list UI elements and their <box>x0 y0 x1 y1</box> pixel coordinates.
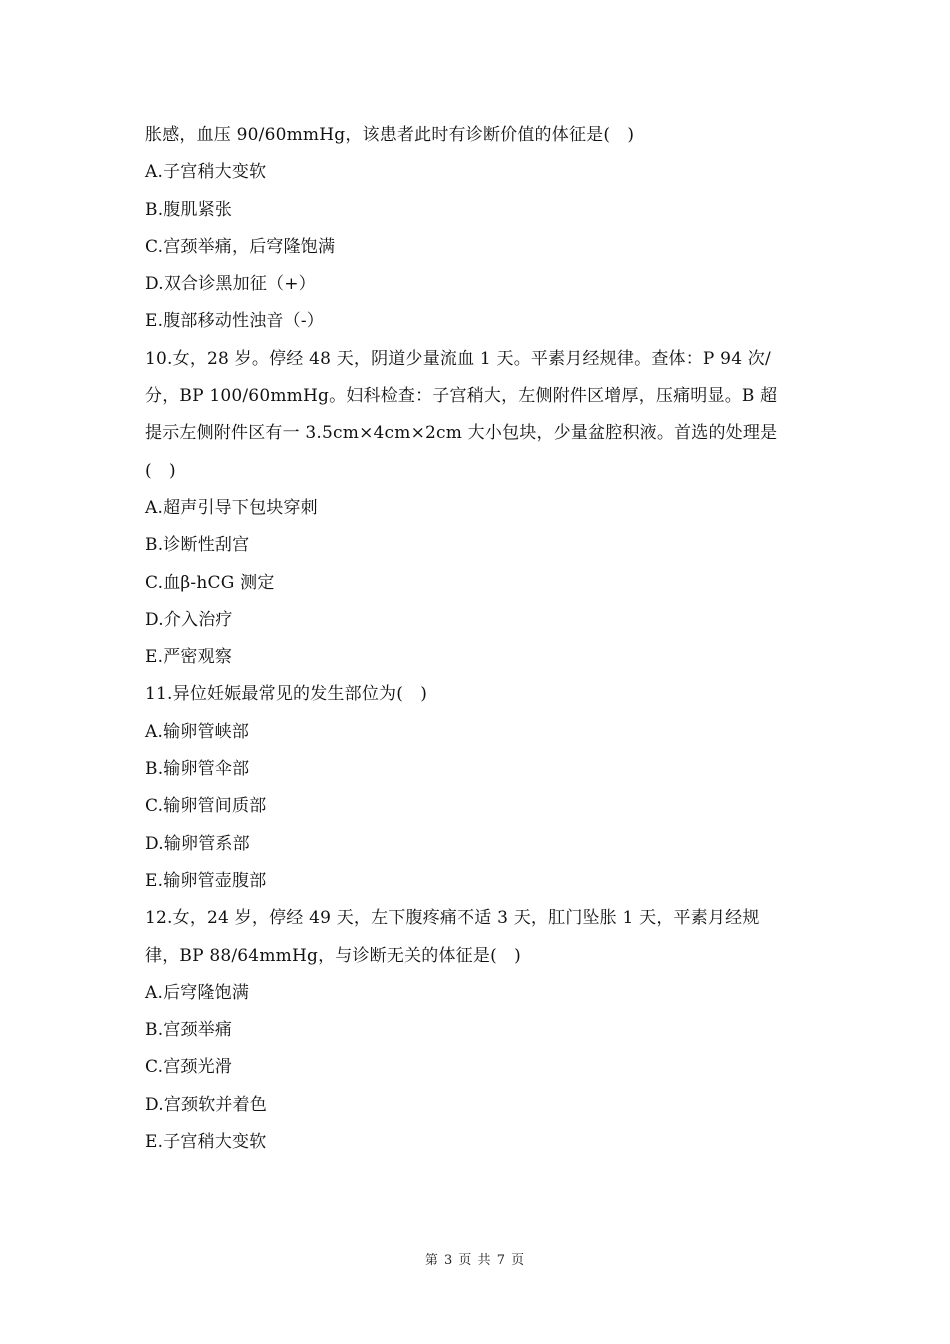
q10-stem-line-2: 分，BP 100/60mmHg。妇科检查：子宫稍大，左侧附件区增厚，压痛明显。B 超 <box>145 386 778 407</box>
q10-option-a: A.超声引导下包块穿刺 <box>145 497 318 518</box>
q12-stem-line-1: 12.女，24 岁，停经 49 天，左下腹疼痛不适 3 天，肛门坠胀 1 天，平素月经规 <box>145 908 760 929</box>
q12-option-c: C.宫颈光滑 <box>145 1057 233 1078</box>
q10-stem-line-4: ( ) <box>145 460 176 481</box>
q10-stem-line-1: 10.女，28 岁。停经 48 天，阴道少量流血 1 天。平素月经规律。查体：P 94 次/ <box>145 348 771 369</box>
q12-stem-line-2: 律，BP 88/64mmHg，与诊断无关的体征是( ) <box>145 945 521 966</box>
q10-stem-line-3: 提示左侧附件区有一 3.5cm×4cm×2cm 大小包块，少量盆腔积液。首选的处理是 <box>145 423 778 444</box>
q11-option-d: D.输卵管系部 <box>145 833 250 854</box>
q9-option-e: E.腹部移动性浊音（-） <box>145 311 324 332</box>
q11-option-b: B.输卵管伞部 <box>145 759 250 780</box>
q11-option-c: C.输卵管间质部 <box>145 796 267 817</box>
q10-option-d: D.介入治疗 <box>145 609 233 630</box>
q10-option-b: B.诊断性刮宫 <box>145 535 250 556</box>
q11-option-a: A.输卵管峡部 <box>145 721 250 742</box>
q9-option-a: A.子宫稍大变软 <box>145 162 267 183</box>
q9-stem-continuation: 胀感，血压 90/60mmHg，该患者此时有诊断价值的体征是( ) <box>145 125 635 145</box>
q9-option-d: D.双合诊黑加征（+） <box>145 274 316 295</box>
question-text-block <box>145 117 810 1161</box>
q12-option-d: D.宫颈软并着色 <box>145 1094 268 1115</box>
q12-option-a: A.后穹隆饱满 <box>145 982 250 1003</box>
q10-option-c: C.血β-hCG 测定 <box>145 572 275 593</box>
q11-option-e: E.输卵管壶腹部 <box>145 870 267 891</box>
q10-option-e: E.严密观察 <box>145 647 233 668</box>
q9-option-c: C.宫颈举痛，后穹隆饱满 <box>145 236 336 257</box>
page-number-footer: 第 3 页 共 7 页 <box>424 1253 526 1268</box>
q12-option-e: E.子宫稍大变软 <box>145 1132 267 1153</box>
q12-option-b: B.宫颈举痛 <box>145 1020 233 1041</box>
q11-stem: 11.异位妊娠最常见的发生部位为( ) <box>145 684 428 705</box>
q9-option-b: B.腹肌紧张 <box>145 199 233 220</box>
